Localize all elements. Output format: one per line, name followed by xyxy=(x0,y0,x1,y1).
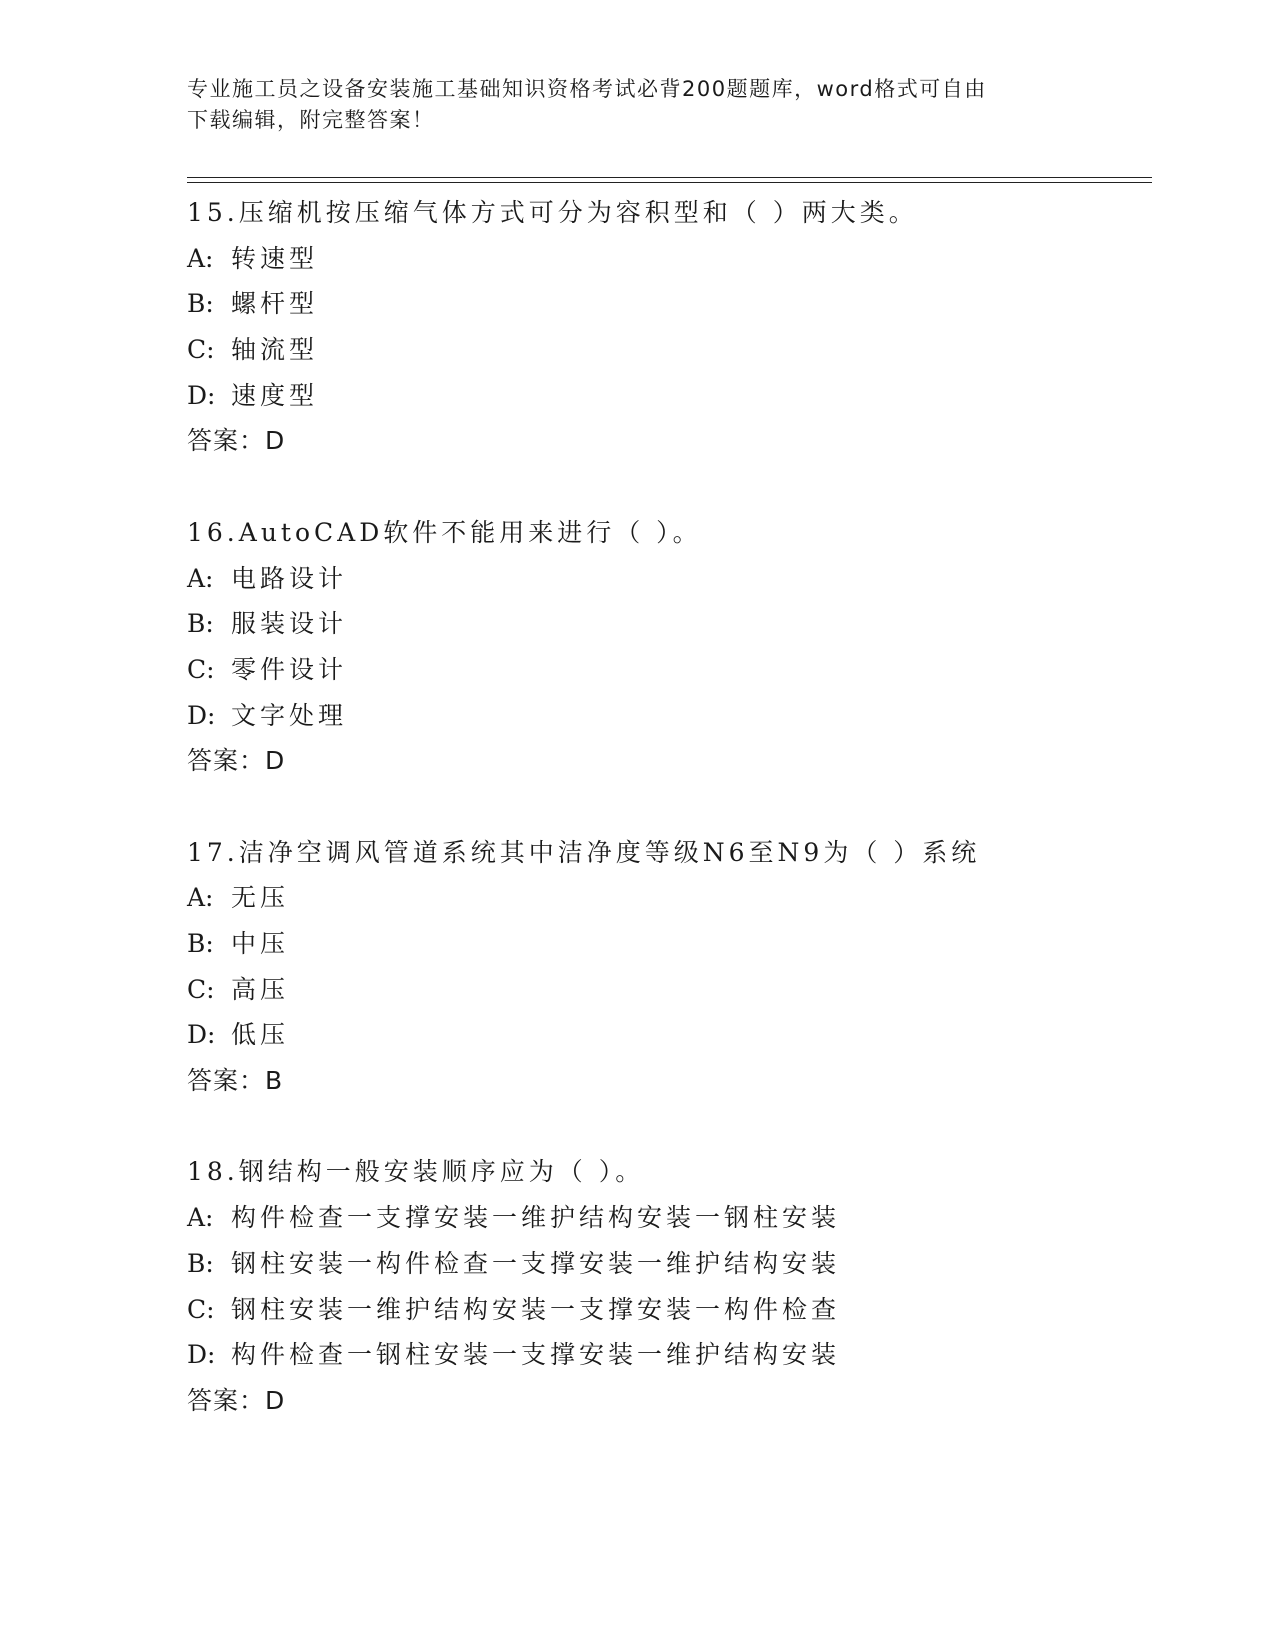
option-text: 零件设计 xyxy=(231,654,348,684)
option-text: 低压 xyxy=(231,1020,290,1050)
answer: 答案：B xyxy=(187,1066,284,1096)
question-stem: 16.AutoCAD软件不能用来进行（ ）。 xyxy=(187,517,702,547)
option-a xyxy=(187,1195,1147,1241)
answer: 答案：D xyxy=(187,746,286,776)
option-letter: C: xyxy=(187,335,215,365)
header-line-1: 专业施工员之设备安装施工基础知识资格考试必背200题题库，word格式可自由 xyxy=(187,77,987,101)
option-text: 高压 xyxy=(231,974,290,1004)
option-letter: B: xyxy=(187,929,214,958)
option-letter: A: xyxy=(187,1203,214,1233)
option-d xyxy=(187,1332,1147,1378)
option-c xyxy=(187,327,1147,373)
question-stem: 18.钢结构一般安装顺序应为（ ）。 xyxy=(187,1157,645,1187)
question-18 xyxy=(187,1149,1147,1423)
option-letter: D: xyxy=(187,380,216,410)
option-text: 服装设计 xyxy=(231,609,348,639)
option-a xyxy=(187,236,1147,282)
answer: 答案：D xyxy=(187,426,286,456)
option-letter: D: xyxy=(187,1020,216,1050)
option-b xyxy=(187,601,1147,647)
option-d xyxy=(187,693,1147,739)
option-letter: A: xyxy=(187,563,214,593)
spacer xyxy=(187,784,1147,830)
spacer xyxy=(187,1104,1147,1150)
option-c xyxy=(187,1287,1147,1333)
option-letter: B: xyxy=(187,289,214,319)
question-15 xyxy=(187,190,1147,510)
option-d xyxy=(187,1012,1147,1058)
option-text: 钢柱安装一构件检查一支撑安装一维护结构安装 xyxy=(231,1248,841,1278)
option-text: 电路设计 xyxy=(231,563,348,593)
option-letter: D: xyxy=(187,1340,216,1370)
spacer xyxy=(187,464,1147,510)
option-letter: B: xyxy=(187,1248,214,1278)
option-text: 轴流型 xyxy=(231,335,319,365)
option-text: 构件检查一钢柱安装一支撑安装一维护结构安装 xyxy=(231,1340,841,1370)
option-letter: C: xyxy=(187,974,215,1004)
option-b xyxy=(187,1241,1147,1287)
option-text: 文字处理 xyxy=(231,700,348,730)
option-text: 转速型 xyxy=(231,243,319,273)
option-c xyxy=(187,647,1147,693)
option-letter: C: xyxy=(187,654,215,684)
option-text: 速度型 xyxy=(231,380,319,410)
option-text: 螺杆型 xyxy=(231,289,319,319)
question-stem: 15.压缩机按压缩气体方式可分为容积型和（ ）两大类。 xyxy=(187,198,918,227)
option-text: 中压 xyxy=(231,929,290,958)
option-letter: D: xyxy=(187,700,216,730)
question-stem: 17.洁净空调风管道系统其中洁净度等级N6至N9为（ ）系统 xyxy=(187,837,981,867)
option-text: 无压 xyxy=(231,883,290,913)
option-text: 构件检查一支撑安装一维护结构安装一钢柱安装 xyxy=(231,1203,841,1233)
option-letter: A: xyxy=(187,883,214,913)
option-letter: B: xyxy=(187,609,214,639)
header-line-2: 下载编辑，附完整答案！ xyxy=(187,108,435,132)
question-17 xyxy=(187,830,1147,1150)
document-header xyxy=(187,74,1087,136)
question-16 xyxy=(187,510,1147,830)
option-b xyxy=(187,281,1147,327)
header-divider-top xyxy=(187,177,1152,178)
option-text: 钢柱安装一维护结构安装一支撑安装一构件检查 xyxy=(231,1294,841,1324)
option-d xyxy=(187,373,1147,419)
question-list xyxy=(187,190,1147,1424)
option-c xyxy=(187,967,1147,1013)
option-letter: A: xyxy=(187,243,214,273)
answer: 答案：D xyxy=(187,1385,286,1415)
header-divider-bottom xyxy=(187,182,1152,183)
option-b xyxy=(187,921,1147,967)
option-letter: C: xyxy=(187,1294,215,1324)
option-a xyxy=(187,875,1147,921)
option-a xyxy=(187,556,1147,602)
